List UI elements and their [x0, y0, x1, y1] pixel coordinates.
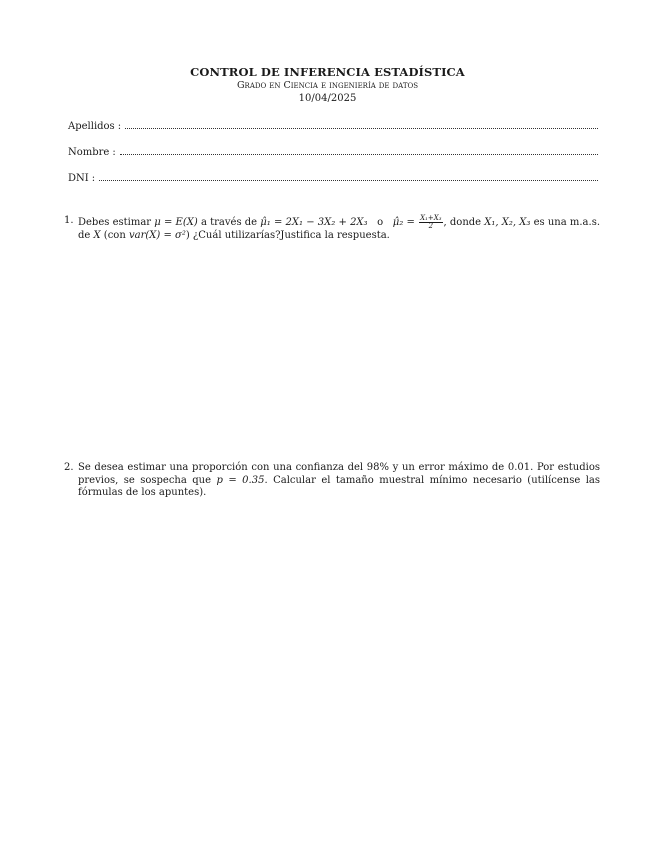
q1-mu-definition: μ = E(X) — [154, 217, 198, 228]
q1-variance-definition: var(X) = σ² — [128, 230, 186, 241]
surname-label: Apellidos — [68, 121, 115, 132]
q1-text-part: (con — [100, 230, 129, 241]
exam-date: 10/04/2025 — [298, 93, 357, 104]
dni-colon: : — [91, 173, 96, 184]
surname-dotted-line[interactable] — [125, 120, 598, 129]
name-colon: : — [112, 147, 116, 158]
exam-header — [0, 65, 655, 105]
q1-text-part: es una m.a.s. de — [78, 217, 601, 241]
q1-fraction-denominator: 2 — [428, 222, 434, 230]
question-1-number: 1. — [64, 215, 74, 226]
q2-text-part: Se desea estimar una proporción con una confianza del 98% y un error máximo de 0.01. Por estudios previos, se sospecha que — [78, 462, 600, 486]
q1-sample-variables: X₁, X₂, X₃ — [484, 217, 531, 228]
dni-dotted-line[interactable] — [99, 172, 598, 181]
q1-text-part: a través de — [197, 217, 261, 228]
question-2 — [64, 462, 600, 500]
name-label: Nombre — [68, 147, 110, 158]
question-2-number: 2. — [64, 462, 74, 473]
q1-estimator-1: μ̂₁ = 2X₁ − 3X₂ + 2X₃ — [260, 217, 368, 228]
surname-field[interactable] — [68, 120, 598, 133]
q1-text-part: Debes estimar — [78, 217, 155, 228]
exam-subtitle: Grado en Ciencia e ingeniería de datos — [236, 80, 419, 91]
q1-or-word: o — [377, 217, 384, 228]
q1-estimator-2-fraction — [419, 215, 442, 230]
q1-fraction-numerator: X₁+X₃ — [420, 214, 442, 222]
question-1-text — [78, 215, 600, 243]
dni-label: DNI — [68, 173, 89, 184]
dni-field[interactable] — [68, 172, 598, 185]
q1-variable-x: X — [93, 230, 101, 241]
q1-text-part: , donde — [443, 217, 485, 228]
q1-estimator-2-lhs: μ̂₂ = — [392, 217, 415, 228]
name-dotted-line[interactable] — [120, 146, 598, 155]
exam-title: CONTROL DE INFERENCIA ESTADÍSTICA — [190, 65, 465, 79]
question-2-text — [78, 462, 600, 500]
q1-text-part: ) ¿Cuál utilizarías?Justifica la respuesta. — [185, 230, 390, 241]
q2-p-definition: p = 0.35 — [216, 474, 265, 486]
name-field[interactable] — [68, 146, 598, 159]
question-1 — [64, 215, 600, 243]
surname-colon: : — [117, 121, 122, 132]
q2-text-part: . Calcular el tamaño muestral mínimo necesario (utilícense las fórmulas de los apuntes). — [78, 474, 600, 498]
